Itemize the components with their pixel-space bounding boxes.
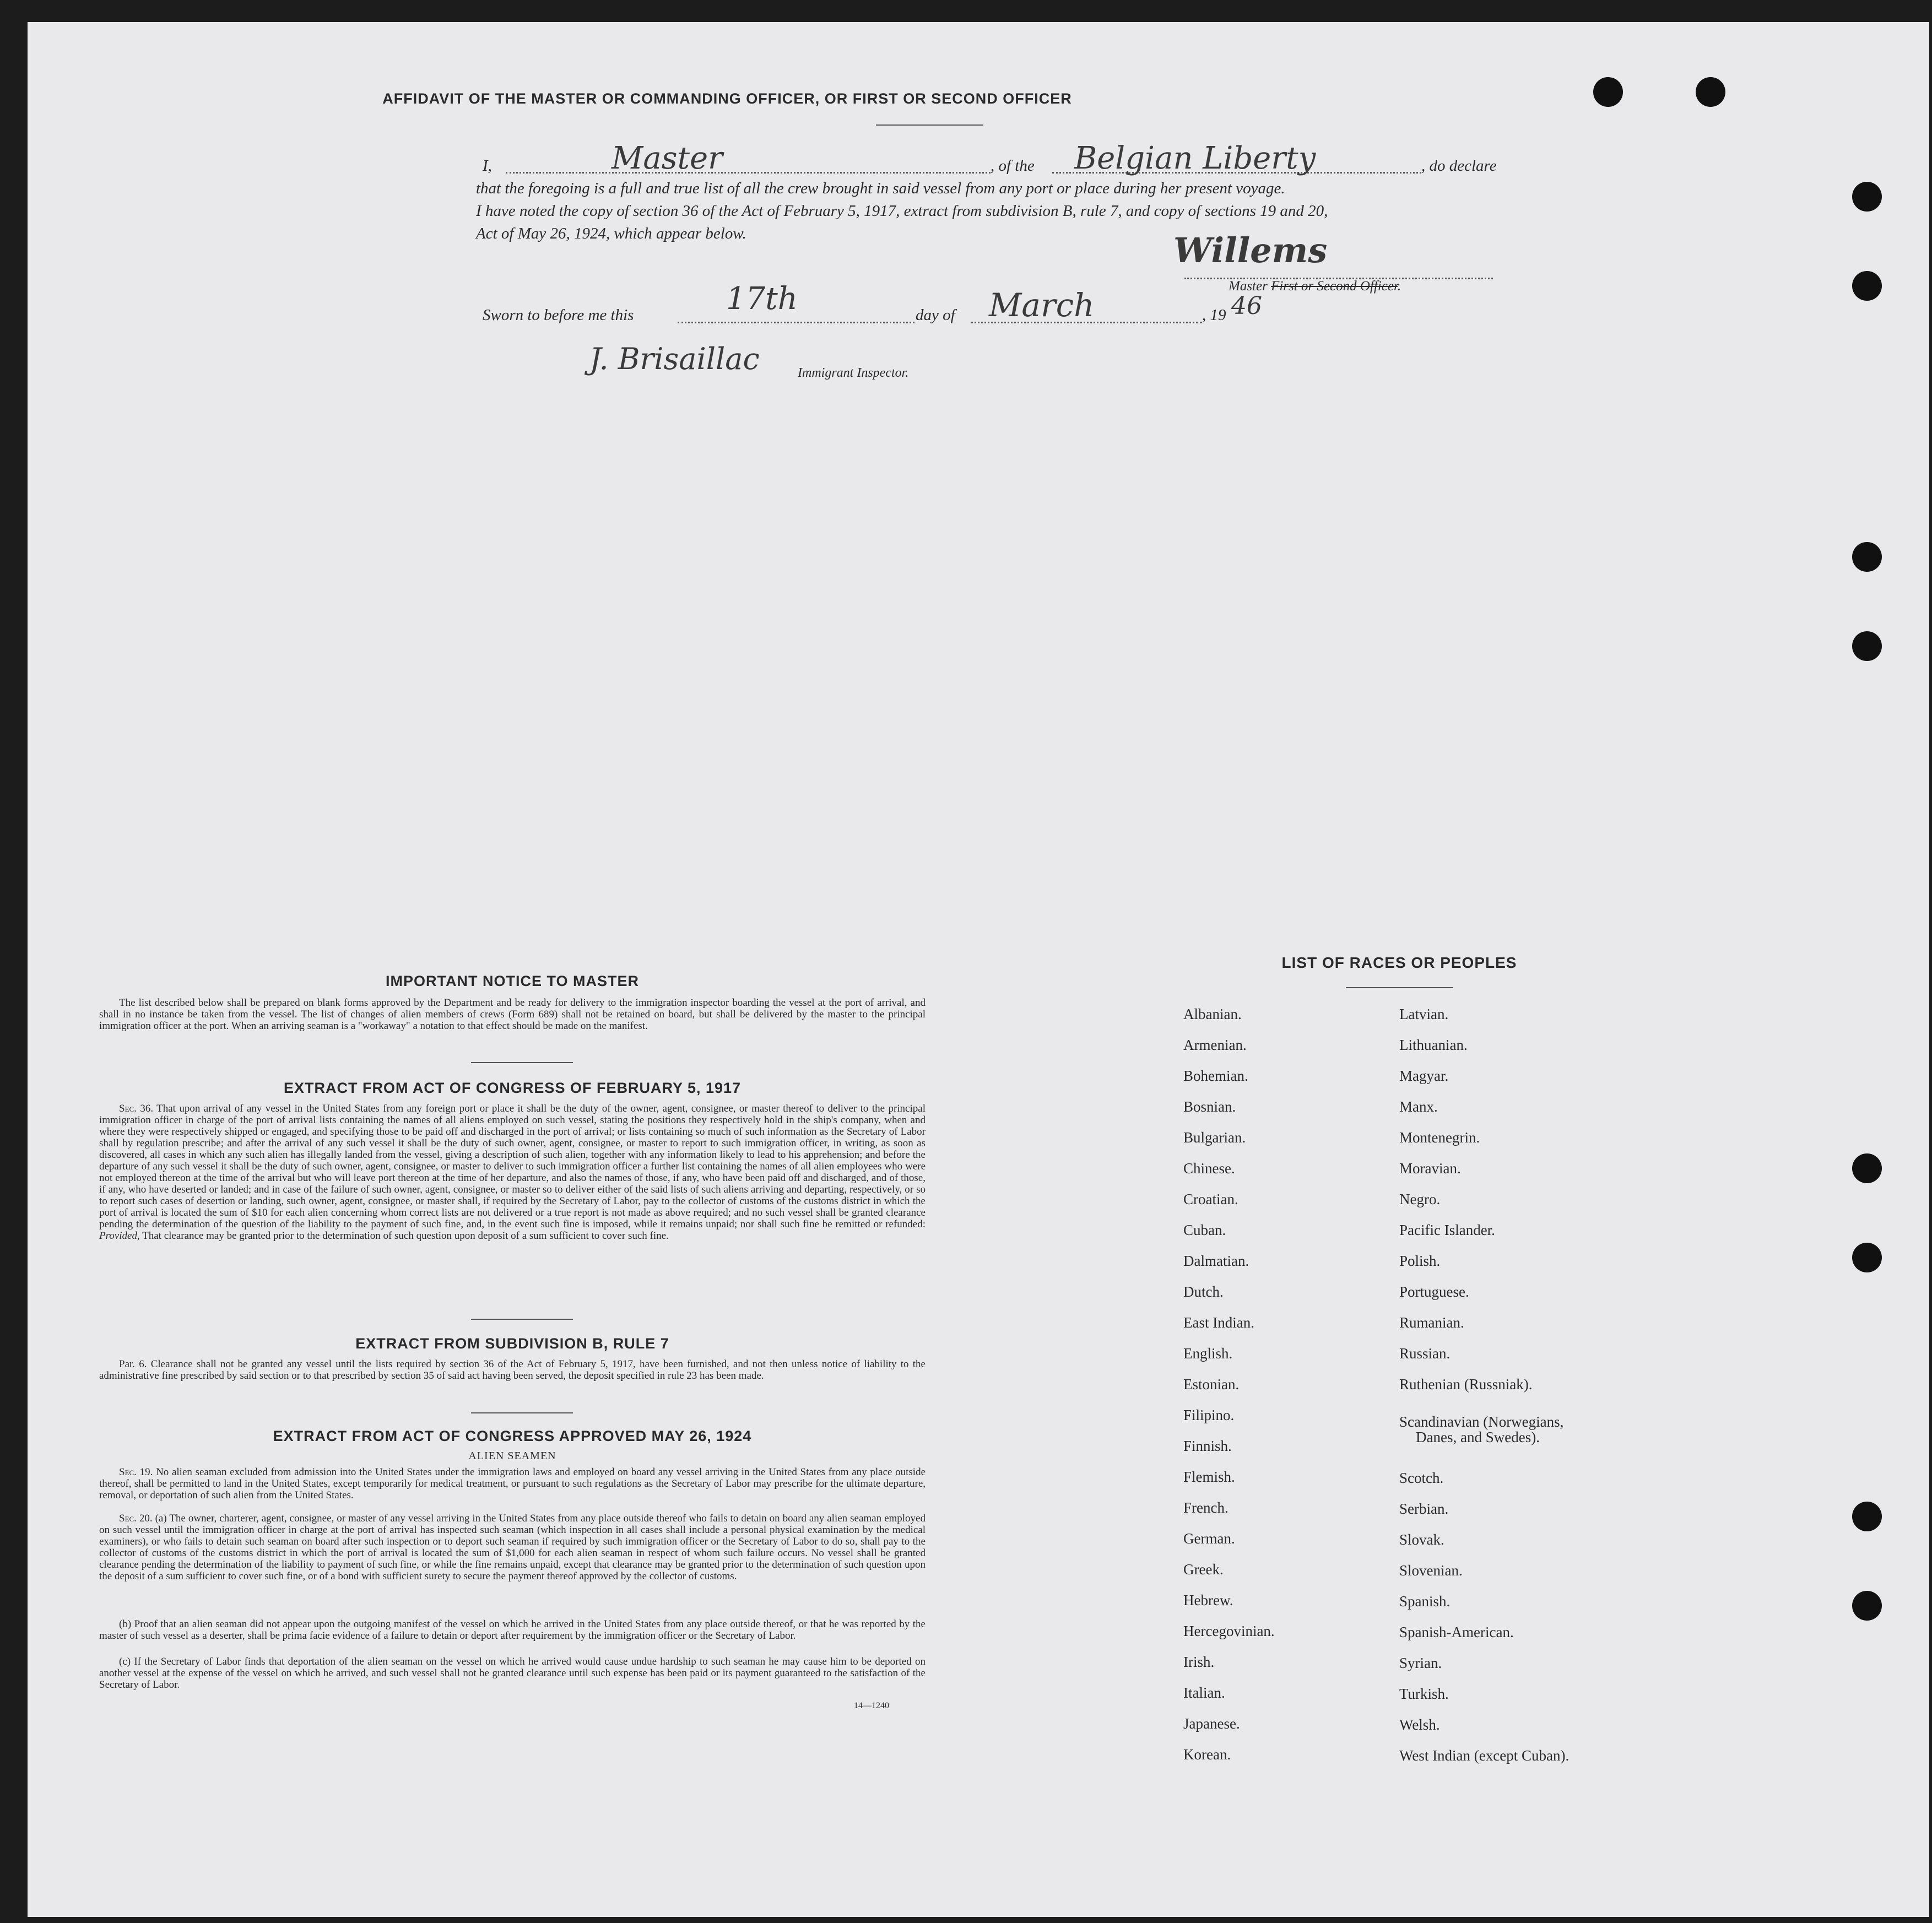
day-line <box>678 322 914 323</box>
handwritten-name: Master <box>611 140 723 176</box>
race-item: Syrian. <box>1399 1655 1442 1671</box>
period: . <box>1397 279 1401 294</box>
master-text: Master <box>1229 279 1268 294</box>
sec-36-label: Sec. 36. <box>119 1103 154 1114</box>
race-item: Greek. <box>1183 1561 1224 1578</box>
sec-36-tail: That clearance may be granted prior to the determination of such question upon deposit of a sum sufficient to cover such fine. <box>142 1230 669 1242</box>
punch-hole <box>1852 631 1882 661</box>
sec-19-body: No alien seaman excluded from admission into the United States under the immigration laws and employed on board any vessel arriving in the United States from any place outside thereof, shall be permitted to land in the United States, except temporarily for medical treatment, or pursuant to such regulations as the Secretary of Labor may prescribe for the ultimate departure, removal, or deportation of such alien from the United States. <box>99 1466 926 1501</box>
handwritten-month: March <box>989 286 1095 324</box>
sec-19-label: Sec. 19. <box>119 1466 153 1478</box>
day-of-label: day of <box>916 306 955 324</box>
race-item: Welsh. <box>1399 1716 1440 1733</box>
race-item: Italian. <box>1183 1684 1225 1701</box>
race-item: Danes, and Swedes). <box>1416 1429 1540 1445</box>
race-item: Negro. <box>1399 1191 1441 1207</box>
race-item: Ruthenian (Russniak). <box>1399 1376 1533 1393</box>
race-item: Irish. <box>1183 1654 1215 1670</box>
race-item: Serbian. <box>1399 1501 1449 1517</box>
affidavit-title-rule <box>876 124 983 126</box>
race-item: English. <box>1183 1345 1233 1362</box>
punch-hole <box>1852 1591 1882 1621</box>
race-item: Korean. <box>1183 1746 1231 1763</box>
notice-title: IMPORTANT NOTICE TO MASTER <box>386 973 639 989</box>
handwritten-vessel: Belgian Liberty <box>1074 140 1316 176</box>
i-label: I, <box>483 157 492 175</box>
sec-20c-text: (c) If the Secretary of Labor finds that deportation of the alien seaman on the vessel on which he arrived would cause undue hardship to such seaman he may cause him to be deported on another vessel at the expense of the vessel on which he arrived, and such vessel shall not be granted clearance until such expense has been paid or its payment guaranteed to the satisfaction of the Secretary of Labor. <box>99 1656 926 1691</box>
race-item: Montenegrin. <box>1399 1129 1480 1146</box>
race-item: Polish. <box>1399 1253 1441 1269</box>
race-item: Dalmatian. <box>1183 1253 1249 1269</box>
race-item: Filipino. <box>1183 1407 1235 1423</box>
punch-hole <box>1852 182 1882 212</box>
race-item: Bulgarian. <box>1183 1129 1246 1146</box>
provided-word: Provided, <box>99 1230 140 1242</box>
year-prefix: , 19 <box>1202 306 1226 324</box>
punch-hole <box>1852 1243 1882 1272</box>
punch-hole <box>1852 542 1882 572</box>
race-item: Hebrew. <box>1183 1592 1233 1608</box>
sec-36-body: That upon arrival of any vessel in the United States from any foreign port or place it shall be the duty of the owner, agent, consignee, or master thereof to deliver to the principal immigration officer in charge of the port of arrival lists containing the names of all aliens employed on such vessel, stating the positions they respectively hold in the ship's company, when and where they were respectively shipped or engaged, and specifying those to be paid off and discharged in the port of arrival; or lists containing so much of such information as the Secretary of Labor shall by regulation prescribe; and after the arrival of any such vessel it shall be the duty of such owner, agent, consignee, or master to report to such immigration officer, in writing, as soon as discovered, all cases in which any such alien has illegally landed from the vessel, giving a description of such alien, together with any information likely to lead to his apprehension; and before the departure of any such vessel it shall be the duty of such owner, agent, consignee, or master to deliver to such immigration officer a further list containing the names of all alien employees who were not employed thereon at the time of the arrival but who will leave port thereon at the time of her departure, and also the names of those, if any, who have been paid off and discharged, and of those, if any, who have deserted or landed; and in case of the failure of such owner, agent, consignee, or master so to deliver either of the said lists of such aliens arriving and departing, respectively, or so to report such cases of desertion or landing, such owner, agent, consignee, or master shall, if required by the Secretary of Labor, pay to the collector of customs of the customs district in which the port of arrival is located the sum of $10 for each alien concerning whom correct lists are not delivered or a true report is not made as above required; and no such vessel shall be granted clearance pending the determination of the question of the liability to the payment of such fine, and, in the event such fine is imposed, while it remains unpaid; nor shall such fine be remitted or refunded: <box>99 1103 926 1230</box>
race-item: Slovak. <box>1399 1531 1444 1548</box>
do-declare-label: , do declare <box>1421 157 1497 175</box>
name-line <box>506 172 991 174</box>
race-item: French. <box>1183 1499 1229 1516</box>
race-item: Flemish. <box>1183 1469 1235 1485</box>
affidavit-line-4: Act of May 26, 1924, which appear below. <box>476 225 746 242</box>
race-item: Magyar. <box>1399 1068 1449 1084</box>
affidavit-title: AFFIDAVIT OF THE MASTER OR COMMANDING OFFICER, OR FIRST OR SECOND OFFICER <box>382 90 1072 107</box>
race-item: German. <box>1183 1530 1235 1547</box>
divider-3 <box>471 1412 573 1413</box>
sec-20-label: Sec. 20. <box>119 1513 153 1524</box>
punch-hole <box>1852 271 1882 301</box>
race-item: Russian. <box>1399 1345 1451 1362</box>
race-item: West Indian (except Cuban). <box>1399 1747 1570 1764</box>
form-number: 14—1240 <box>854 1701 889 1710</box>
master-signature: Willems <box>1173 230 1328 270</box>
handwritten-year: 46 <box>1231 292 1262 320</box>
race-item: Lithuanian. <box>1399 1037 1468 1053</box>
race-item: Portuguese. <box>1399 1283 1469 1300</box>
sworn-label: Sworn to before me this <box>483 306 634 324</box>
sec-20b-text: (b) Proof that an alien seaman did not appear upon the outgoing manifest of the vessel on which he arrived in the United States from any place outside thereof, or that he was reported by the master of such vessel as a deserter, shall be prima facie evidence of a failure to detain or deport after requirement by the immigration officer or the Secretary of Labor. <box>99 1618 926 1642</box>
race-item: Moravian. <box>1399 1160 1461 1177</box>
race-item: Manx. <box>1399 1098 1438 1115</box>
race-item: Bosnian. <box>1183 1098 1236 1115</box>
race-item: Bohemian. <box>1183 1068 1248 1084</box>
race-item: Spanish. <box>1399 1593 1451 1610</box>
race-item: Scotch. <box>1399 1470 1444 1486</box>
extract-1917-text <box>99 1103 926 1242</box>
affidavit-line-2: that the foregoing is a full and true list of all the crew brought in said vessel from any port or place during her present voyage. <box>476 180 1285 197</box>
rule-7-text: Par. 6. Clearance shall not be granted any vessel until the lists required by section 36 of the Act of February 5, 1917, have been furnished, and not then unless notice of liability to the administrative fine prescribed by said section or to that prescribed by section 35 of said act having been served, the deposit specified in rule 23 has been made. <box>99 1358 926 1382</box>
race-item: Spanish-American. <box>1399 1624 1514 1640</box>
race-item: Chinese. <box>1183 1160 1235 1177</box>
extract-1917-title: EXTRACT FROM ACT OF CONGRESS OF FEBRUARY 5, 1917 <box>283 1080 742 1096</box>
of-the-label: , of the <box>991 157 1035 175</box>
document-page <box>28 22 1929 1917</box>
race-item: Finnish. <box>1183 1438 1232 1454</box>
race-item: Dutch. <box>1183 1283 1224 1300</box>
notice-text: The list described below shall be prepared on blank forms approved by the Department and be ready for delivery to the immigration inspector boarding the vessel at the port of arrival, and shall in no instance be taken from the vessel. The list of changes of alien members of crews (Form 689) shall not be retained on board, but shall be delivered by the master to the principal immigration officer at the port. When an arriving seaman is a "workaway" a notation to that effect should be made on the manifest. <box>99 997 926 1032</box>
rule-7-title: EXTRACT FROM SUBDIVISION B, RULE 7 <box>355 1335 669 1352</box>
races-title-rule <box>1346 987 1453 988</box>
race-item: Slovenian. <box>1399 1562 1463 1579</box>
sec-20a-text <box>99 1513 926 1582</box>
race-item: Latvian. <box>1399 1006 1449 1022</box>
punch-hole <box>1696 77 1725 107</box>
race-item: Turkish. <box>1399 1686 1449 1702</box>
race-item: Armenian. <box>1183 1037 1247 1053</box>
race-item: East Indian. <box>1183 1314 1254 1331</box>
handwritten-day: 17th <box>726 281 798 317</box>
races-title: LIST OF RACES OR PEOPLES <box>1281 954 1517 971</box>
race-item: Croatian. <box>1183 1191 1238 1207</box>
race-item: Rumanian. <box>1399 1314 1464 1331</box>
race-item: Scandinavian (Norwegians, <box>1399 1413 1564 1430</box>
race-item: Cuban. <box>1183 1222 1226 1238</box>
race-item: Hercegovinian. <box>1183 1623 1275 1639</box>
inspector-label: Immigrant Inspector. <box>798 366 909 380</box>
alien-seamen-subtitle: ALIEN SEAMEN <box>468 1450 556 1462</box>
divider-1 <box>471 1062 573 1063</box>
race-item: Albanian. <box>1183 1006 1242 1022</box>
inspector-signature: J. Brisaillac <box>589 342 760 376</box>
race-item: Pacific Islander. <box>1399 1222 1495 1238</box>
sec-20a-body: (a) The owner, charterer, agent, consignee, or master of any vessel arriving in the United States from any place outside thereof who fails to detain on board any alien seaman employed on such vessel until the immigration officer in charge at the port of arrival has inspected such seaman (which inspection in all cases shall include a personal physical examination by the medical examiners), or who fails to detain such seaman on board after such inspection or to deport such seaman if required by such immigration officer or the Secretary of Labor to do so, shall pay to the collector of customs of the customs district in which the port of arrival is located the sum of $1,000 for each alien seaman in respect of whom such failure occurs. No vessel shall be granted clearance pending the determination of the liability to payment of such fine, or while the fine remains unpaid, except that clearance may be granted prior to the determination of such question upon the deposit of a sum sufficient to cover such fine, or of a bond with sufficient surety to secure the payment thereof approved by the collector of customs. <box>99 1513 926 1582</box>
race-item: Japanese. <box>1183 1715 1240 1732</box>
sec-19-text <box>99 1466 926 1501</box>
punch-hole <box>1852 1153 1882 1183</box>
race-item: Estonian. <box>1183 1376 1240 1393</box>
punch-hole <box>1593 77 1623 107</box>
extract-1924-title: EXTRACT FROM ACT OF CONGRESS APPROVED MAY 26, 1924 <box>273 1428 752 1444</box>
affidavit-line-3: I have noted the copy of section 36 of the Act of February 5, 1917, extract from subdivision B, rule 7, and copy of sections 19 and 20, <box>476 202 1328 220</box>
punch-hole <box>1852 1502 1882 1531</box>
divider-2 <box>471 1319 573 1320</box>
struck-officer-text: First or Second Officer <box>1271 279 1398 294</box>
